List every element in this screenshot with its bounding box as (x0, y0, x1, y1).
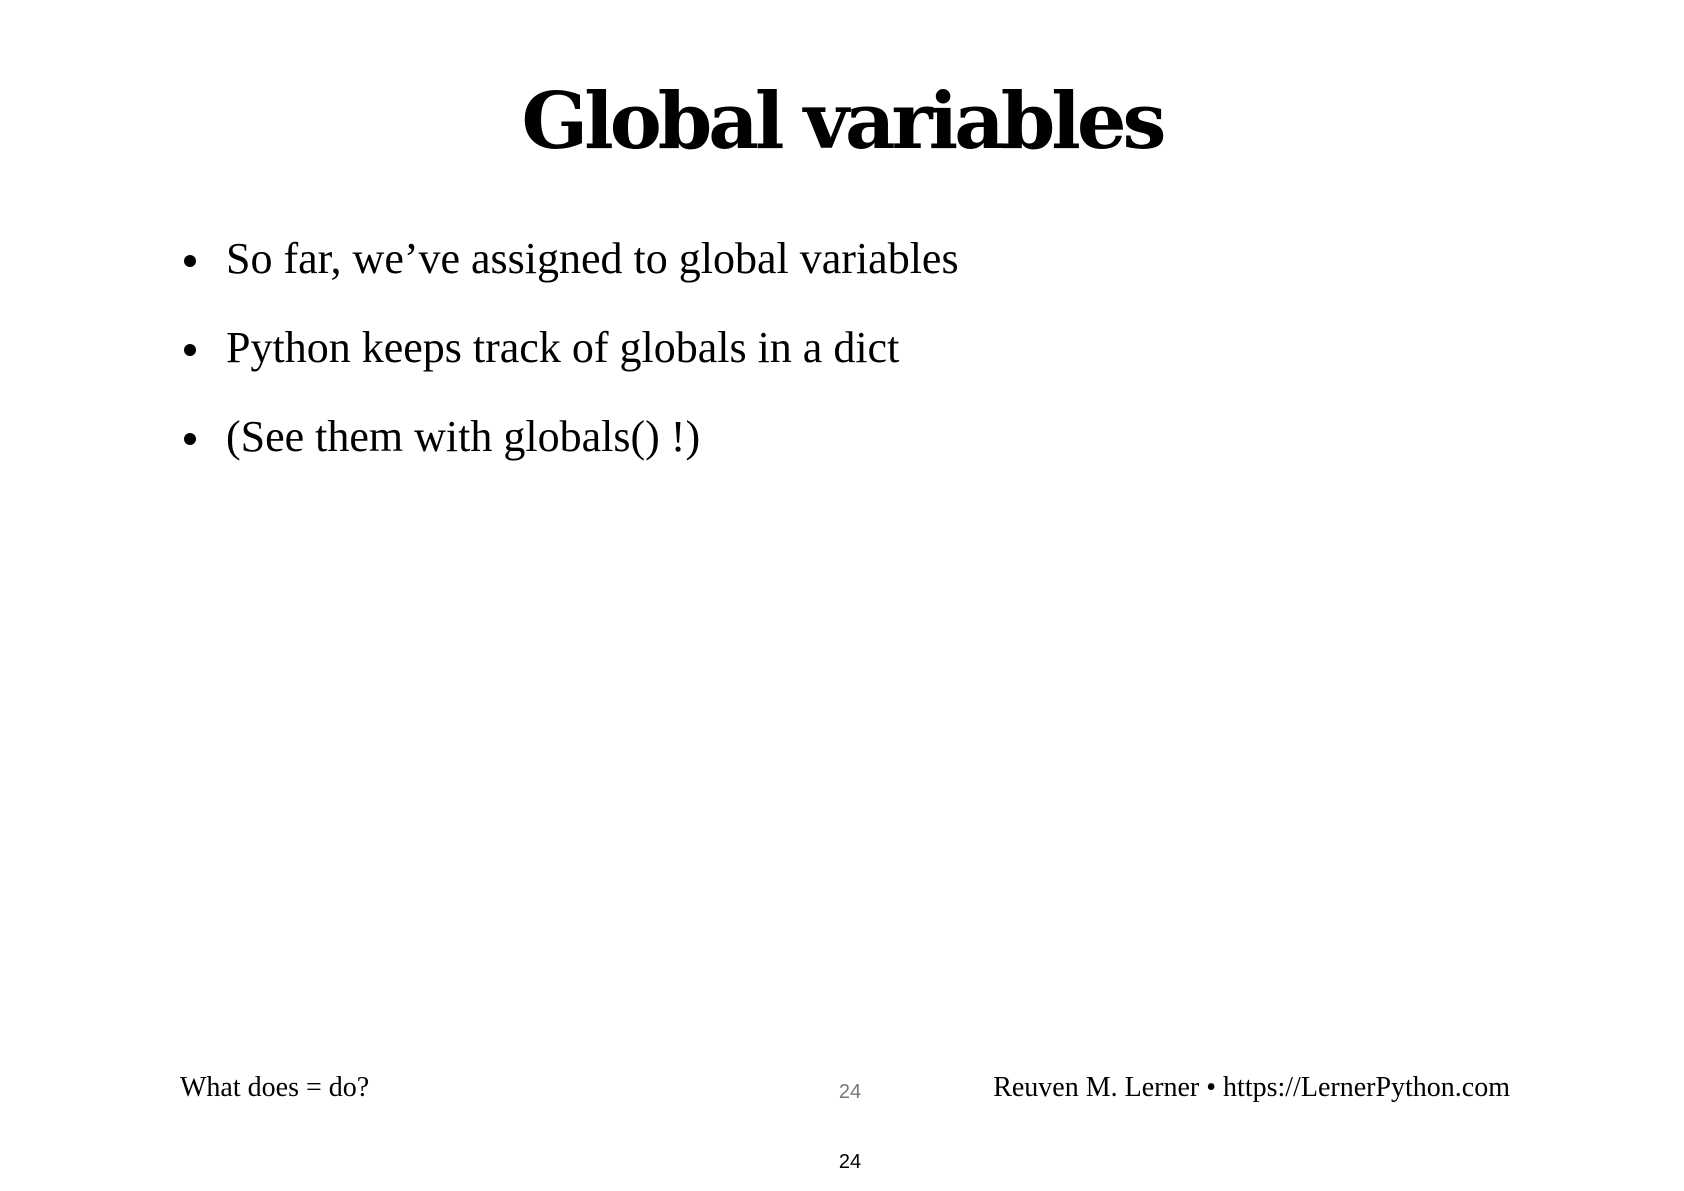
footer-author: Reuven M. Lerner • https://LernerPython.com (993, 1072, 1510, 1103)
bullet-item (180, 412, 959, 462)
bullet-dot-icon (184, 433, 196, 445)
slide-title: Global variables (521, 76, 1163, 167)
bullet-item (180, 323, 959, 373)
bullet-dot-icon (184, 344, 196, 356)
page-number: 24 (838, 1151, 862, 1173)
bullet-list (180, 234, 959, 501)
bullet-dot-icon (184, 255, 196, 267)
bullet-text: So far, we’ve assigned to global variables (226, 234, 959, 283)
bullet-text: (See them with globals() !) (226, 412, 701, 461)
bullet-text: Python keeps track of globals in a dict (226, 323, 900, 372)
bullet-item (180, 234, 959, 284)
footer-section-title: What does = do? (180, 1072, 370, 1103)
footer-slide-number: 24 (838, 1081, 862, 1103)
